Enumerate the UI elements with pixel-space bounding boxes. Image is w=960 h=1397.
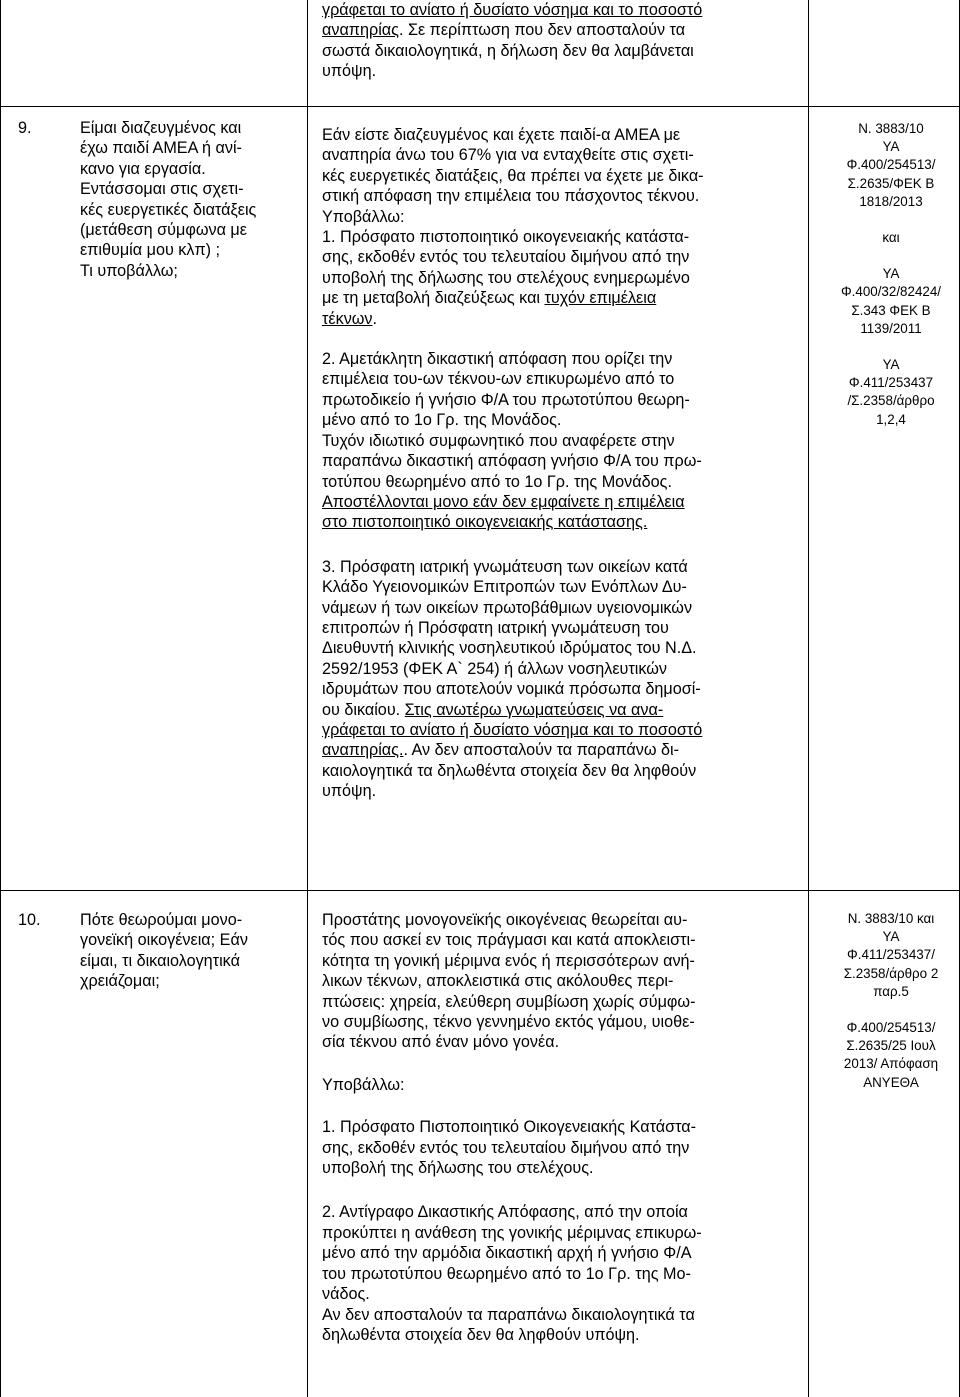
answer-line: ου δικαίου. [322,700,405,719]
answer-line: μένο από το 1ο Γρ. της Μονάδος. [322,411,562,430]
reference-line: Ν. 3883/10 [858,121,924,136]
submit-label: Υποβάλλω: [322,1075,405,1094]
continuation-text [322,0,786,82]
answer-line: πρωτοδικείο ή γνήσιο Φ/Α του πρωτοτύπου θεωρη- [322,390,690,409]
answer-line: Διευθυντή κλινικής νοσηλευτικού ιδρύματος του Ν.Δ. [322,639,697,658]
answer-line: με τη μεταβολή διαζεύξεως και [322,289,545,308]
answer-line: 3. Πρόσφατη ιατρική γνωμάτευση των οικείων κατά [322,557,688,576]
answer-line: υπόψη. [322,782,377,801]
reference-line: Ν. 3883/10 και [847,911,935,926]
answer-line: δηλωθέντα στοιχεία δεν θα ληφθούν υπόψη. [322,1325,640,1344]
reference-line: ΑΝΥΕΘΑ [863,1074,919,1090]
answer-line: υποβολή της δήλωσης του στελέχους ενημερωμένο [322,268,690,287]
question-line: Πότε θεωρούμαι μονο- [80,911,243,929]
answer-line: μένο από την αρμόδια δικαστική αρχή ή γνήσιο Φ/Α [322,1244,692,1263]
submit-label: Υποβάλλω: [322,207,405,226]
reference-line: Φ.400/32/82424/ [840,284,942,300]
question-line: είμαι, τι δικαιολογητικά [80,951,240,970]
reference-line: παρ.5 [873,983,909,999]
answer-line: σία τέκνου από έναν μόνο γονέα. [322,1033,560,1052]
reference-line: Σ.2358/άρθρο 2 [843,965,939,981]
answer-line: νάμεων ή των οικείων πρωτοβάθμιων υγειονομικών [322,598,693,617]
continuation-line: γράφεται το ανίατο ή δυσίατο νόσημα και το ποσοστό [322,1,703,19]
answer-line: υποβολή της δήλωσης του στελέχους. [322,1159,594,1178]
answer-line: αναπηρία άνω του 67% για να ενταχθείτε στις σχετι- [322,146,694,165]
reference-line: Φ.400/254513/ [846,157,936,173]
continuation-line: αναπηρίας [322,21,399,40]
answer-line: κότητα τη γονική μέριμνα ενός ή περισσότερων ανή- [322,951,695,970]
answer-line: 2. Αμετάκλητη δικαστική απόφαση που ορίζει την [322,350,673,369]
row-10-question [18,910,283,992]
reference-line: ΥΑ [882,929,900,945]
reference-line: Φ.400/254513/ [846,1020,936,1036]
answer-line: λικων τέκνων, αποκλειστικά στις ακόλουθες περι- [322,972,674,991]
question-line: χρειάζομαι; [80,972,160,991]
question-line: Τι υποβάλλω; [80,261,178,280]
continuation-line: υπόψη. [322,62,377,81]
answer-line: τοτύπου θεωρημένο από το 1ο Γρ. της Μονάδος. [322,472,672,491]
table-border-left [0,0,1,1397]
continuation-line: . Σε περίπτωση που δεν αποσταλούν τα [398,21,686,40]
row-divider-10 [0,890,960,891]
answer-underlined: τέκνων [322,309,373,328]
column-divider-1 [307,0,308,1397]
row-number: 10. [18,911,41,929]
question-line: κανο για εργασία. [80,159,206,178]
question-line: κές ευεργετικές διατάξεις [80,200,257,219]
answer-underlined: Στις ανωτέρω γνωματεύσεις να ανα- [404,700,664,719]
row-9-answer [322,125,786,802]
reference-line: 1818/2013 [859,193,923,209]
reference-line: Φ.411/253437 [848,375,934,391]
question-line: έχω παιδί ΑΜΕΑ ή ανί- [80,139,242,158]
answer-line: παραπάνω δικαστική απόφαση γνήσιο Φ/Α του πρω- [322,452,702,471]
answer-line: επιμέλεια του-ων τέκνου-ων επικυρωμένο από το [322,370,675,389]
row-9-references [822,120,960,429]
answer-line: Αν δεν αποσταλούν τα παραπάνω δικαιολογητικά τα [322,1305,695,1324]
answer-line: νάδος. [322,1285,370,1304]
row-10-answer [322,910,786,1345]
row-9-question [18,118,283,281]
answer-line: 1. Πρόσφατο πιστοποιητικό οικογενειακής κατάστα- [322,228,690,247]
column-divider-2 [808,0,809,1397]
row-number: 9. [18,119,32,137]
answer-line: 2. Αντίγραφο Δικαστικής Απόφασης, από την οποία [322,1203,688,1222]
reference-line: ΥΑ [882,357,900,373]
reference-line: 1139/2011 [860,320,922,336]
continuation-line: σωστά δικαιολογητικά, η δήλωση δεν θα λαμβάνεται [322,41,694,60]
answer-underlined: Αποστέλλονται μονο εάν δεν εμφαίνετε η επιμέλεια [322,492,685,511]
reference-line: 1,2,4 [876,411,906,427]
answer-line: 1. Πρόσφατο Πιστοποιητικό Οικογενειακής Κατάστα- [322,1118,696,1137]
answer-underlined: τυχόν επιμέλεια [544,289,657,308]
question-line: Είμαι διαζευγμένος και [80,119,242,137]
answer-line: κές ευεργετικές διατάξεις, θα πρέπει να έχετε με δικα- [322,166,704,185]
reference-line: Σ.2635/25 Ιουλ [846,1038,936,1054]
answer-line: . Αν δεν αποσταλούν τα παραπάνω δι- [403,741,679,760]
answer-underlined: γράφεται το ανίατο ή δυσίατο νόσημα και το ποσοστό [322,720,703,739]
answer-line: πτώσεις: χηρεία, ελεύθερη συμβίωση χωρίς σύμφω- [322,992,696,1011]
answer-line: νο συμβίωσης, τέκνο γεννημένο εκτός γάμου, υιοθε- [322,1013,695,1032]
answer-line: σης, εκδοθέν εντός του τελευταίου διμήνου από την [322,1138,690,1157]
reference-line: Φ.411/253437/ [847,947,935,963]
answer-line: σης, εκδοθέν εντός του τελευταίου διμήνου από την [322,248,690,267]
answer-line: προκύπτει η ανάθεση της γονικής μέριμνας επικυρω- [322,1223,702,1242]
answer-line: . [372,309,378,328]
answer-line: τός που ασκεί εν τοις πράγμασι και κατά αποκλειστι- [322,931,696,950]
answer-line: Προστάτης μονογονεϊκής οικογένειας θεωρείται αυ- [322,911,688,929]
answer-line: καιολογητικά τα δηλωθέντα στοιχεία δεν θα ληφθούν [322,761,697,780]
row-10-references [822,910,960,1092]
reference-line: 2013/ Απόφαση [843,1056,939,1072]
answer-line: Εάν είστε διαζευγμένος και έχετε παιδί-α ΑΜΕΑ με [322,126,681,144]
answer-underlined: στο πιστοποιητικό οικογενειακής κατάστασης. [322,513,648,532]
reference-line: ΥΑ [882,139,900,155]
reference-line: και [882,230,900,246]
question-line: επιθυμία μου κλπ) ; [80,241,221,260]
question-line: (μετάθεση σύμφωνα με [80,221,247,240]
reference-line: /Σ.2358/άρθρο [847,393,935,409]
answer-underlined: αναπηρίας. [322,741,404,760]
answer-line: Κλάδο Υγειονομικών Επιτροπών των Ενόπλων Δυ- [322,578,687,597]
answer-line: στική απόφαση την επιμέλεια του πάσχοντος τέκνου. [322,187,700,206]
reference-line: Σ.343 ΦΕΚ Β [851,302,931,318]
reference-line: ΥΑ [882,266,900,282]
question-line: Εντάσσομαι στις σχετι- [80,180,244,199]
reference-line: Σ.2635/ΦΕΚ Β [847,175,935,191]
answer-line: του πρωτοτύπου θεωρημένο από το 1ο Γρ. της Μο- [322,1264,691,1283]
row-divider-9 [0,106,960,107]
answer-line: επιτροπών ή Πρόσφατη ιατρική γνωμάτευση του [322,618,669,637]
answer-line: ιδρυμάτων που αποτελούν νομικά πρόσωπα δημοσί- [322,680,701,699]
question-line: γονεϊκή οικογένεια; Εάν [80,931,248,950]
answer-line: Τυχόν ιδιωτικό συμφωνητικό που αναφέρετε στην [322,431,675,450]
answer-line: 2592/1953 (ΦΕΚ Α` 254) ή άλλων νοσηλευτικών [322,659,668,678]
